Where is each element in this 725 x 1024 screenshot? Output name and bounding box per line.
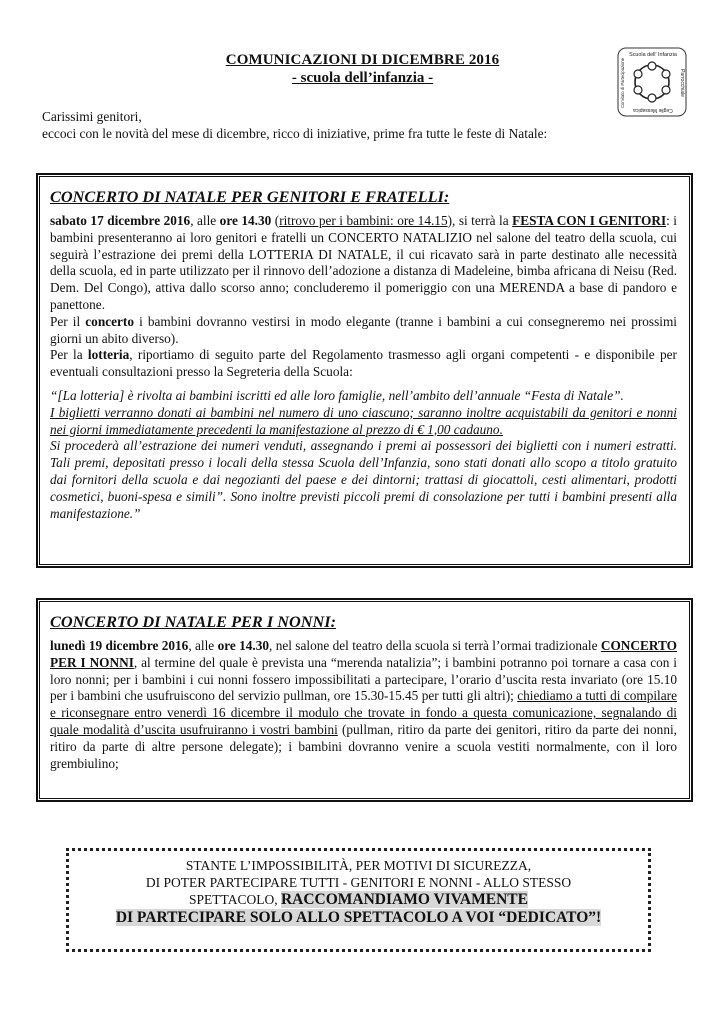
quote-paragraph: I biglietti verranno donati ai bambini nel numero di uno ciascuno; saranno inoltre acquistabili da genitori e nonni nei giorni immediatamente precedenti la manifestazione al prezzo di € 1,00 cadauno. [50,404,677,437]
text-fragment: (pullman, ritiro da parte dei genitori, ritiro da parte dei nonni, ritiro da parte di altre persone delegate); i bambini dovranno venire a scuola vestiti normalmente, con il loro grembiulino; [50,721,677,771]
festa-label: FESTA CON I GENITORI [512,213,667,228]
lottery-label: lotteria [87,347,130,363]
event-time: ore 14.30 [217,638,270,653]
section-title: CONCERTO DI NATALE PER GENITORI E FRATELLI: [50,187,450,206]
document-subtitle: - scuola dell’infanzia - [291,70,434,86]
intro-greeting: Carissimi genitori, [42,109,142,124]
event-time: ore 14.30 [219,213,272,228]
paragraph [50,213,677,314]
text-fragment: , al termine del quale è prevista una “merenda natalizia”; i bambini potranno poi tornare a casa con i loro nonni; per i bambini i cui nonni fossero impossibilitati a partecipare, l’orario d’uscita resta invariato (ore 15.10 per i bambini che usufruiscono del servizio pullman, ore 15.30-15.45 per tutti gli altri); [50,654,677,704]
text-fragment: Per il [50,313,86,329]
concert-label: CONCERTO PER I NONNI [50,638,677,670]
highlight-text: RACCOMANDIAMO VIVAMENTE [280,891,528,908]
notice-line: DI POTER PARTECIPARE TUTTI - GENITORI E NONNI - ALLO STESSO [145,875,572,890]
text-fragment: Per la [50,347,88,363]
quote-paragraph: Si procederà all’estrazione dei numeri venduti, assegnando i premi ai possessori dei biglietti con i numeri estratti. Tali premi, depositati presso i locali della stessa Scuola dell’Infanzia, sono stati donati allo scopo a titolo gratuito dai fornitori della scuola e dai negozianti del paese e dei dintorni; trattasi di giocattoli, cesti alimentari, prodotti cosmetici, buoni-spesa e simili”. Sono inoltre previsti piccoli premi di consolazione per tutti i bambini presenti alla manifestazione.” [50,438,677,521]
section-title: CONCERTO DI NATALE PER I NONNI: [50,612,337,631]
highlight-text: DI PARTECIPARE SOLO ALLO SPETTACOLO A VOI “DEDICATO”! [115,909,602,926]
text-fragment: ( [271,213,280,228]
quote-paragraph: “[La lotteria] è rivolta ai bambini iscritti ed alle loro famiglie, nell’ambito dell’annuale “Festa di Natale”. [50,387,624,403]
meeting-time: ritrovo per i bambini: ore 14.15 [279,213,448,228]
intro [42,108,682,142]
notice-line [69,891,648,908]
paragraph [50,347,677,381]
request-text: chiediamo a tutti di compilare e riconsegnare entro venerdì 16 dicembre il modulo che trovate in fondo a questa comunicazione, segnalando di quale modalità d’uscita usufruiranno i vostri bambini [50,688,677,737]
text-fragment: , alle [188,638,218,653]
event-date: lunedì 19 dicembre 2016 [50,638,189,653]
school-logo-icon [617,47,687,117]
section-concert-parents [37,174,692,567]
paragraph [50,314,677,348]
text-fragment: : i bambini presenteranno ai loro genitori e fratelli un CONCERTO NATALIZIO nel salone del teatro della scuola, cui seguirà l’estrazione dei premi della LOTTERIA DI NATALE, il cui ricavato sarà in parte destinato alle necessità della scuola, ed in parte utilizzato per il rinnovo dell’adozione a distanza di Madeleine, bimba africana di Neisu (Red. Dem. Del Congo), attiva dallo scorso anno; concluderemo il pomeriggio con una MERENDA a base di pandoro e panettone. [50,213,677,312]
text-fragment: , riportiamo di seguito parte del Regolamento trasmesso agli organi competenti - e disponibile per eventuali consultazioni presso la Segreteria della Scuola: [50,347,677,380]
document-title: COMUNICAZIONI DI DICEMBRE 2016 [225,52,500,68]
concert-label: concerto [85,313,135,329]
svg-text:Scuola dell' Infanzia: Scuola dell' Infanzia [629,52,677,58]
text-fragment: , nel salone del teatro della scuola si terrà l’ormai tradizionale [269,638,601,653]
event-date: sabato 17 dicembre 2016 [50,213,191,228]
notice-line [69,908,648,927]
notice-box [66,848,651,952]
text-fragment: i bambini dovranno vestirsi in modo elegante (tranne i bambini a cui consegneremo nei prossimi giorni un abito diverso). [50,313,677,346]
notice-line: STANTE L’IMPOSSIBILITÀ, PER MOTIVI DI SICUREZZA, [185,858,532,873]
text-fragment: SPETTACOLO, [189,892,281,907]
svg-text:Comitato di Partecipazione: Comitato di Partecipazione [620,57,625,109]
intro-text: eccoci con le novità del mese di dicembre, ricco di iniziative, prime fra tutte le feste di Natale: [42,126,548,141]
text-fragment: , alle [190,213,220,228]
text-fragment: ), si terrà la [447,213,513,228]
svg-text:Parrocchiale: Parrocchiale [679,69,685,97]
section-concert-grandparents [37,599,692,801]
paragraph [50,638,677,772]
svg-text:Ceglie Messapica: Ceglie Messapica [633,107,673,113]
